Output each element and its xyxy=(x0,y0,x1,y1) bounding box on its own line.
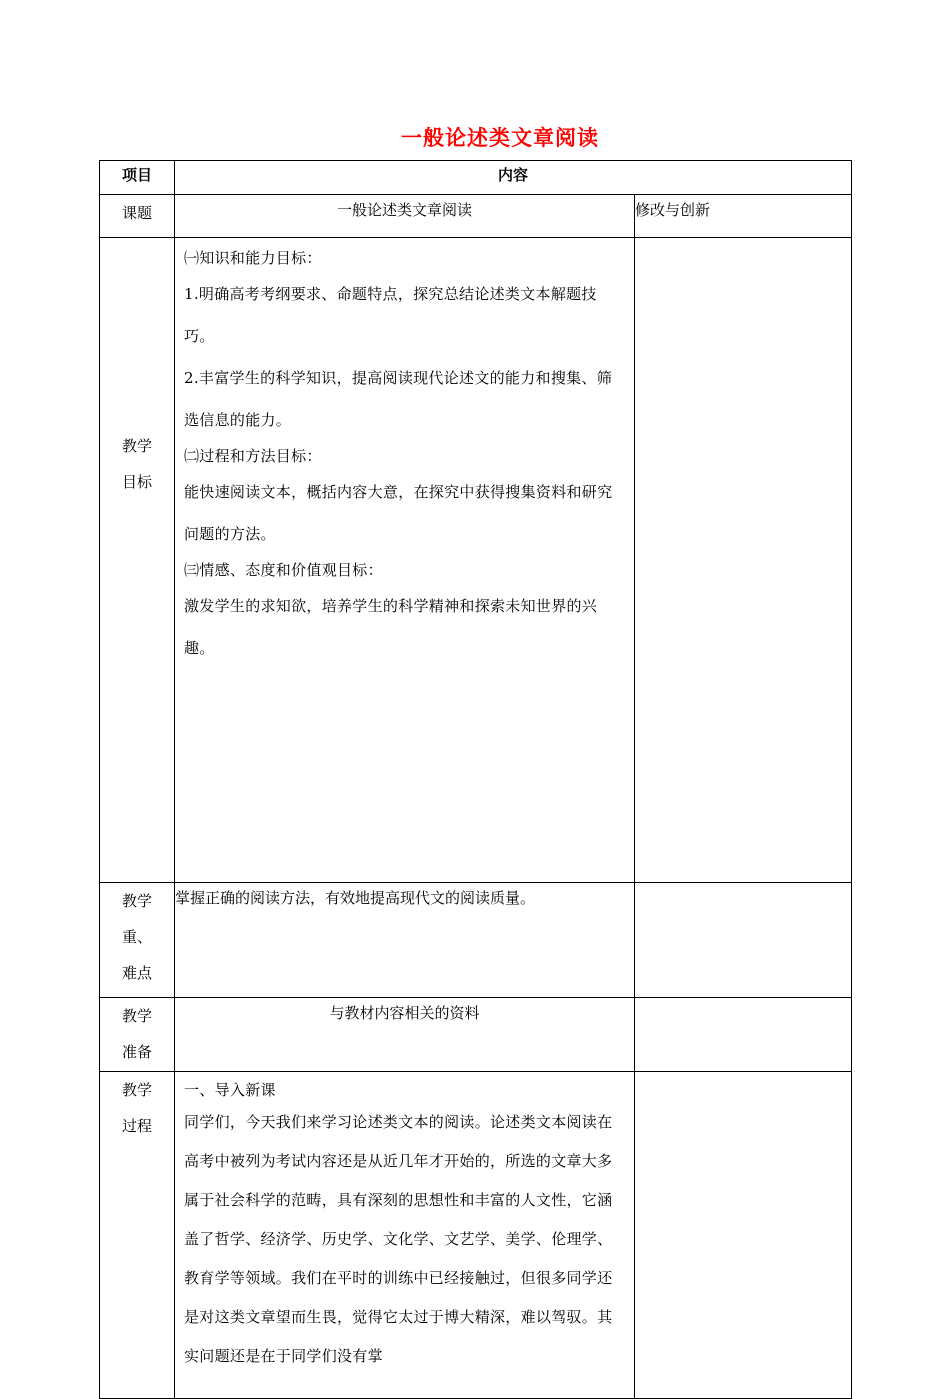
preparation-row xyxy=(100,998,852,1072)
goal-item-2: 2.丰富学生的科学知识，提高阅读现代论述文的能力和搜集、筛选信息的能力。 xyxy=(184,369,613,429)
preparation-label xyxy=(100,998,175,1072)
process-text: 同学们，今天我们来学习论述类文本的阅读。论述类文本阅读在高考中被列为考试内容还是从近几年才开始的，所选的文章大多属于社会科学的范畴，具有深刻的思想性和丰富的人文性，它涵盖了哲学、经济学、历史学、文化学、文艺学、美学、伦理学、教育学等领域。我们在平时的训练中已经接触过，但很多同学还是对这类文章望而生畏，觉得它太过于博大精深，难以驾驭。其实问题还是在于同学们没有掌 xyxy=(184,1113,613,1365)
goal-heading-attitude: ㈢情感、态度和价值观目标： xyxy=(184,561,383,579)
goals-row xyxy=(100,238,852,883)
page-title: 一般论述类文章阅读 xyxy=(401,126,599,150)
goal-item-1: 1.明确高考考纲要求、命题特点，探究总结论述类文本解题技巧。 xyxy=(184,285,597,345)
goals-content xyxy=(175,238,635,883)
goals-label-line-2: 目标 xyxy=(121,473,152,491)
goal-process-text: 能快速阅读文本，概括内容大意，在探究中获得搜集资料和研究问题的方法。 xyxy=(184,483,613,543)
lesson-plan-table xyxy=(99,160,852,1399)
key-label-line-3: 难点 xyxy=(121,964,152,982)
key-points-text: 掌握正确的阅读方法，有效地提高现代文的阅读质量。 xyxy=(175,883,635,998)
goals-label xyxy=(100,238,175,883)
process-label-line-2: 过程 xyxy=(121,1117,152,1135)
process-notes-cell xyxy=(635,1072,852,1399)
goal-heading-knowledge: ㈠知识和能力目标： xyxy=(184,249,322,267)
process-label-line-1: 教学 xyxy=(121,1081,152,1099)
goal-heading-process: ㈡过程和方法目标： xyxy=(184,447,322,465)
topic-label: 课题 xyxy=(100,195,175,238)
header-content-cell: 内容 xyxy=(175,161,852,195)
key-points-row xyxy=(100,883,852,998)
notes-header: 修改与创新 xyxy=(635,195,852,238)
topic-row xyxy=(100,195,852,238)
prep-label-line-1: 教学 xyxy=(121,1007,152,1025)
prep-label-line-2: 准备 xyxy=(121,1043,152,1061)
preparation-notes-cell xyxy=(635,998,852,1072)
key-points-notes-cell xyxy=(635,883,852,998)
topic-value: 一般论述类文章阅读 xyxy=(175,195,635,238)
key-label-line-1: 教学 xyxy=(121,892,152,910)
process-content xyxy=(175,1072,635,1399)
goals-label-line-1: 教学 xyxy=(121,437,152,455)
key-points-label xyxy=(100,883,175,998)
header-item-cell: 项目 xyxy=(100,161,175,195)
preparation-text: 与教材内容相关的资料 xyxy=(175,998,635,1072)
table-header-row xyxy=(100,161,852,195)
key-label-line-2: 重、 xyxy=(121,928,152,946)
process-label xyxy=(100,1072,175,1399)
goal-attitude-text: 激发学生的求知欲，培养学生的科学精神和探索未知世界的兴趣。 xyxy=(184,597,598,657)
goals-notes-cell xyxy=(635,238,852,883)
process-heading: 一、导入新课 xyxy=(184,1081,276,1099)
process-row xyxy=(100,1072,852,1399)
